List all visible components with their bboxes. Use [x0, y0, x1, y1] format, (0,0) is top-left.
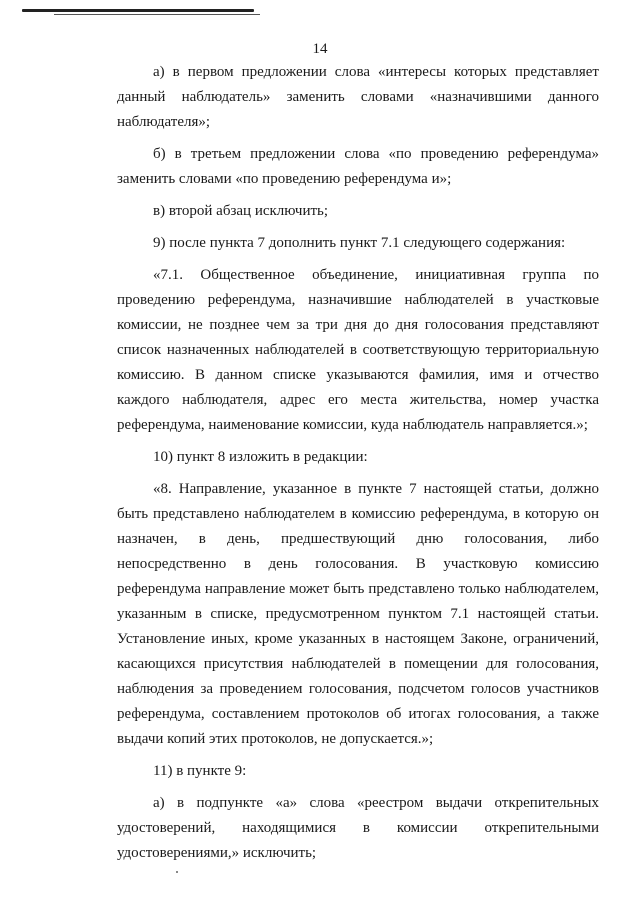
paragraph-item-11: 11) в пункте 9:: [153, 763, 247, 779]
page-number: 14: [312, 41, 328, 57]
paragraph-amend-c: в) второй абзац исключить;: [153, 203, 329, 219]
paragraph-clause-7-1: «7.1. Общественное объединение, инициативная группа по проведению референдума, назначившие наблюдателей в участковые комиссии, не позднее чем за три дня до дня голосования представляют список назначенных наблюдателей в соответствующую территориальную комиссию. В данном списке указываются фамилия, имя и отчество каждого наблюдателя, адрес его места жительства, номер участка референдума, наименование комиссии, куда наблюдатель направляется.»;: [117, 267, 599, 433]
paragraph-item-10: 10) пункт 8 изложить в редакции:: [153, 449, 368, 465]
paragraph-amend-b: б) в третьем предложении слова «по проведению референдума» заменить словами «по проведению референдума и»;: [117, 146, 599, 187]
paragraph-subitem-a: а) в подпункте «а» слова «реестром выдачи открепительных удостоверений, находящимися в комиссии открепительными удостоверениями,» исключить;: [117, 795, 599, 861]
scan-speck: [176, 871, 178, 873]
paragraph-amend-a: а) в первом предложении слова «интересы которых представляет данный наблюдатель» заменить словами «назначившими данного наблюдателя»;: [117, 64, 599, 130]
document-body: [117, 60, 599, 873]
scan-artifact-line-thin: [54, 14, 260, 15]
scan-artifact-line: [22, 9, 254, 12]
paragraph-item-9: 9) после пункта 7 дополнить пункт 7.1 следующего содержания:: [153, 235, 566, 251]
paragraph-clause-8: «8. Направление, указанное в пункте 7 настоящей статьи, должно быть представлено наблюдателем в комиссию референдума, в которую он назначен, в день, предшествующий дню голосования, либо непосредственно в день голосования. В участковую комиссию референдума направление может быть представлено только наблюдателем, указанным в списке, предусмотренном пунктом 7.1 настоящей статьи. Установление иных, кроме указанных в настоящем Законе, ограничений, касающихся присутствия наблюдателей в помещении для голосования, наблюдения за проведением голосования, подсчетом голосов участников референдума, составлением протоколов об итогах голосования, а также выдачи копий этих протоколов, не допускается.»;: [117, 481, 599, 747]
